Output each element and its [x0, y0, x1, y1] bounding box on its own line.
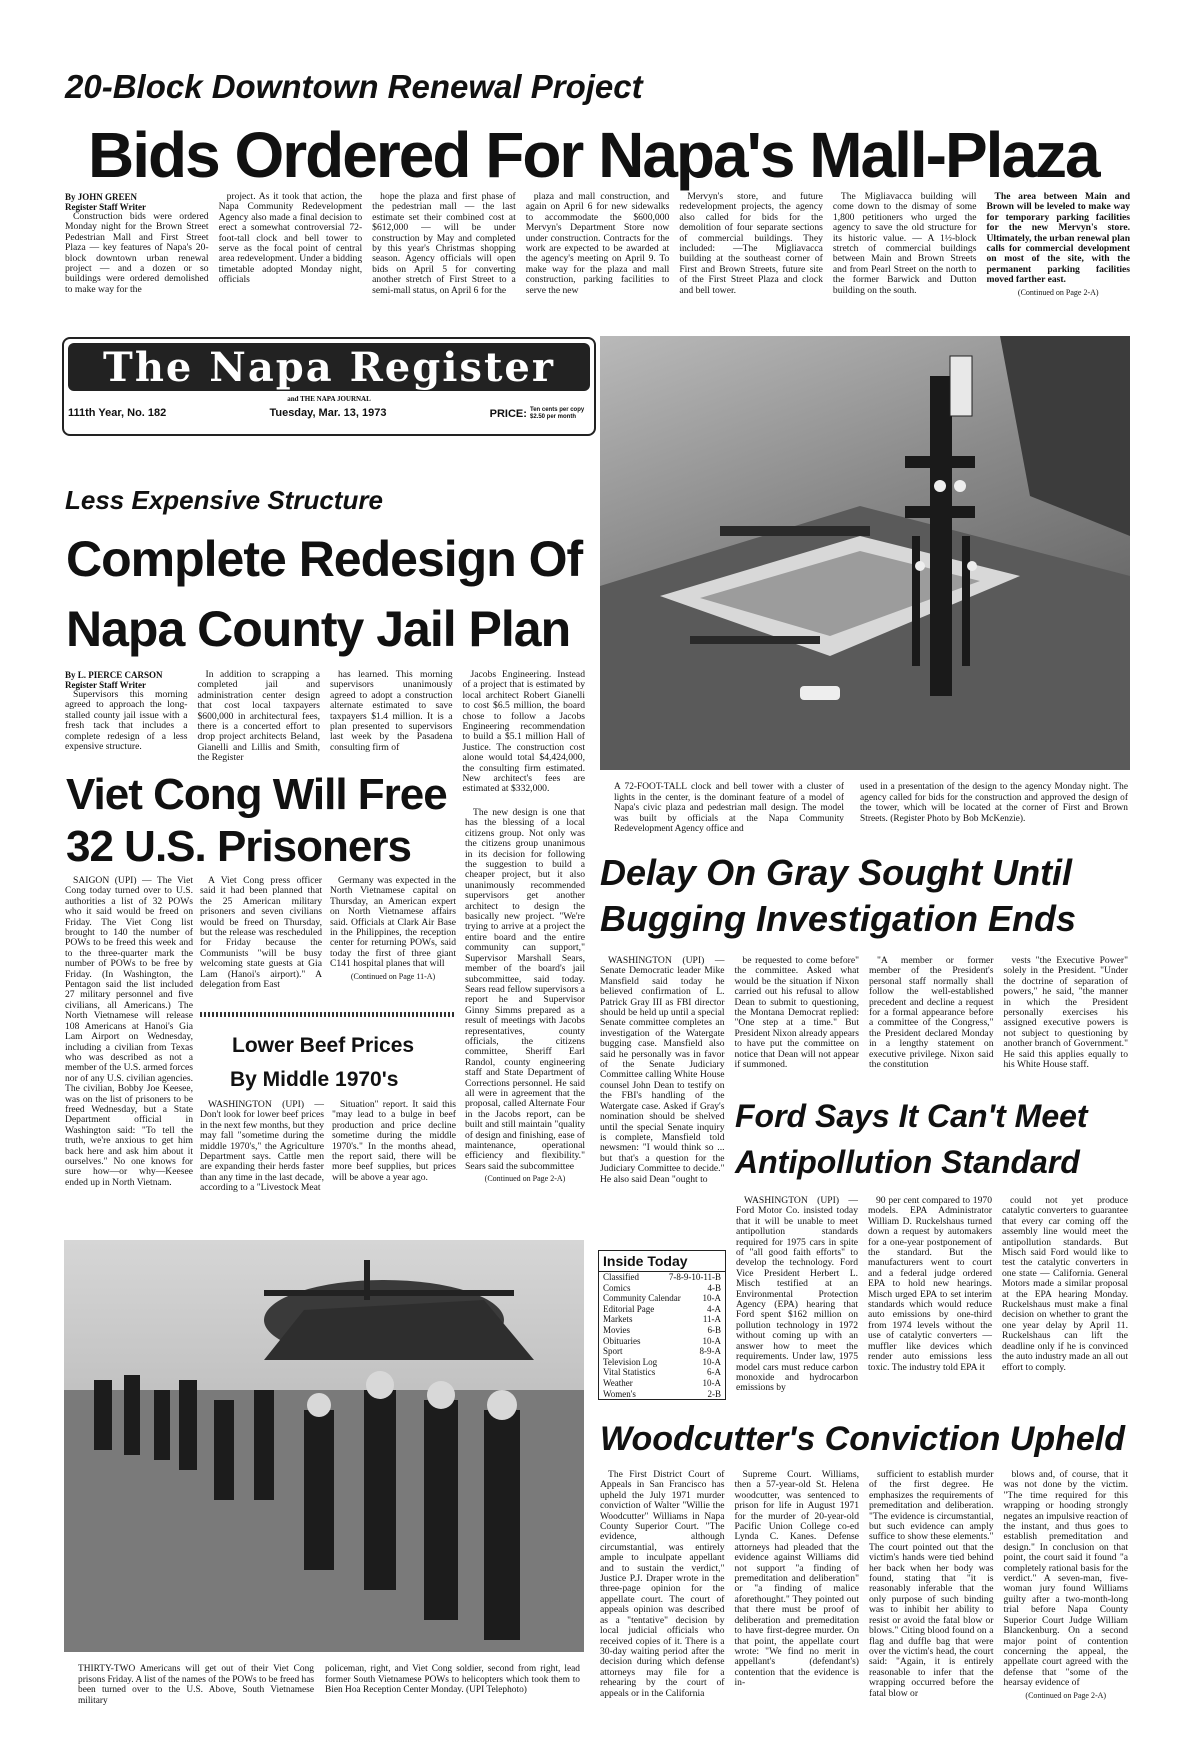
- ford-column-2: [868, 1196, 992, 1436]
- woodcutter-col-4: blows and, of course, that it was not done by the victim. "The time required for this wrapping or hooding strongly negates an impulsive reaction of the instant, and thus goes to establish premeditation and design." In conclusion on that point, the court said it found "a completely rational basis for the verdict." A seven-man, five-woman jury found Williams guilty after a two-month-long trial before Napa County Superior Court Judge William Blanckenburg. On a second major point of contention concerning the appeal, the appellate court agreed with the defense that "some of the hearsay evidence of: [1003, 1469, 1128, 1689]
- jail-continued: (Continued on Page 2-A): [484, 1174, 566, 1184]
- inside-today-row: [599, 1283, 725, 1294]
- mall-col-3: hope the plaza and first phase of the pedestrian mall — the last estimate set their combined cost at $612,000 — will be under construction by May and completed by this year's Christmas shopping season. Agency officials will open bids on April 5 for converting another stretch of First Street to a semi-mall status, on April 6 for the: [372, 191, 516, 296]
- jail-kicker: Less Expensive Structure: [65, 485, 383, 515]
- tower-caption-2: used in a presentation of the design to the agency Monday night. The agency called for bids for the construction and approved the design of the tower, which will be located at the corner of First and Brown Streets. (Register Photo by Bob McKenzie).: [860, 782, 1128, 824]
- ford-headline-2: Antipollution Standard: [735, 1144, 1080, 1180]
- masthead-dateline: [68, 407, 590, 421]
- inside-today-row: [599, 1314, 725, 1325]
- woodcutter-col-3: sufficient to establish murder of the first degree. He emphasizes the requirements of premeditation and deliberation. "The evidence is circumstantial, but such evidence can amply suffice to show these elements." The court pointed out that the victim's hands were tied behind her back when her body was found, stating that "it is reasonably inferable that the only purpose of such binding was to inhibit her ability to resist or avoid the fatal blow or blows." Citing blood found on a flag and duffle bag that were over the victim's head, the court said: "Again, it is entirely reasonable to infer that the wrapping occurred before the fatal blow or: [869, 1469, 994, 1699]
- jail-col-1: Supervisors this morning agreed to approach the long-stalled county jail issue with a fresh tack that includes a complete redesign of a less expensive structure.: [65, 689, 188, 753]
- inside-today-row: [599, 1357, 725, 1368]
- gray-col-3: "A member or former member of the President's personal staff normally shall follow the well-established precedent and decline a request for a formal appearance before a committee of the Congress," the President declared Monday in a lengthy statement on executive privilege. Nixon said the constitution: [869, 955, 994, 1071]
- inside-today-page: 4-B: [707, 1282, 721, 1293]
- masthead-price-label: PRICE:: [489, 407, 527, 420]
- beef-column-2: [332, 1100, 456, 1225]
- mall-col-7: The area between Main and Brown will be leveled to make way for temporary parking facilities for the new Mervyn's store. Ultimately, the urban renewal plan calls for commercial development on most of the site, with the permanent parking facilities moved farther east.: [986, 191, 1131, 286]
- beef-col-2: Situation" report. It said this "may lead to a bulge in beef production and price decline sometime during the middle 1970's." In the months ahead, the report said, there will be more beef supplies, but prices will be above a year ago.: [332, 1099, 456, 1183]
- gray-col-1: WASHINGTON (UPI) — Senate Democratic leader Mike Mansfield said today he believed confirmation of L. Patrick Gray III as FBI director should be held up until a special Senate committee completes an investigation of the Watergate bugging case. Mansfield also said he personally was in favor of the Senate Judiciary Committee calling White House counsel John Dean to testify on the FBI's handling of the Watergate case. Asked if Gray's nomination should be shelved until the special Senate inquiry is complete, Mansfield told newsmen: "I would think so ... but that's a question for the Judiciary Committee to decide." He also said Dean "ought to: [600, 955, 725, 1185]
- inside-today-row: [599, 1389, 725, 1400]
- jail-col2-text: The new design is one that has the blessing of a local citizens group. Not only was the citizens group unanimous in its decision for following the suggestion to build a cheaper project, but it also unanimously recommended supervisors get another architect to design the basically new project. "We're trying to arrive at a project the entire board and the entire community can support," Supervisor Marshall Sears, member of the board's jail subcommittee, said today. Sears read fellow supervisors a report he and Supervisor Ginny Simms prepared as a result of meetings with Jacobs representatives, county officials, the citizens committee, Sheriff Earl Randol, county engineering staff and State Department of Corrections personnel. He said all were in agreement that the proposal, called Alternate Four in the Jacobs report, can be built and still maintain "quality of design and finishing, ease of maintenance, operational efficiency and flexibility." Sears said the subcommittee: [465, 807, 585, 1172]
- ford-headline-1: Ford Says It Can't Meet: [735, 1098, 1088, 1134]
- mall-col-6: The Migliavacca building will come down to the dismay of some 1,800 petitioners who urged the agency to save the old structure for its historic value. — A 1½-block stretch of commercial buildings between Main and Brown Streets and from Pearl Street on the north to the former Barwick and Dutton building on the south.: [832, 191, 977, 296]
- inside-today-row: [599, 1367, 725, 1378]
- beef-headline-2: By Middle 1970's: [230, 1068, 399, 1091]
- mall-kicker: 20-Block Downtown Renewal Project: [65, 68, 643, 105]
- woodcutter-columns: [600, 1470, 1128, 1710]
- vc-continued: (Continued on Page 11-A): [350, 971, 436, 981]
- jail-headline-2: Napa County Jail Plan: [66, 601, 571, 657]
- inside-today-label: Vital Statistics: [603, 1367, 656, 1378]
- vc-column-2: [200, 876, 322, 996]
- mall-columns: [65, 192, 1130, 322]
- tower-model-photo: [600, 336, 1130, 770]
- inside-today-label: Sport: [603, 1346, 623, 1357]
- inside-today-list: [599, 1272, 725, 1399]
- inside-today-row: [599, 1336, 725, 1347]
- inside-today-label: Markets: [603, 1314, 633, 1325]
- mall-col-2: project. As it took that action, the Napa Community Redevelopment Agency also made a final decision to erect a somewhat controversial 72-foot-tall clock and bell tower to serve as the focal point of central area redevelopment. Under a bidding timetable adopted Monday night, officials: [218, 191, 363, 286]
- woodcutter-continued: (Continued on Page 2-A): [1025, 1690, 1107, 1700]
- inside-today-label: Television Log: [603, 1356, 658, 1367]
- inside-today-row: [599, 1325, 725, 1336]
- pow-helicopter-photo: [64, 1240, 584, 1652]
- inside-today-title: Inside Today: [599, 1251, 725, 1272]
- gray-headline-1: Delay On Gray Sought Until: [600, 852, 1073, 893]
- gray-headline-2: Bugging Investigation Ends: [600, 898, 1076, 939]
- inside-today-page: 8-9-A: [699, 1346, 721, 1357]
- masthead-subtitle: and THE NAPA JOURNAL: [287, 395, 371, 403]
- woodcutter-headline: Woodcutter's Conviction Upheld: [600, 1420, 1126, 1458]
- jail-col-2: In addition to scrapping a completed jail and administration center design that cost local taxpayers $600,000 in architectural fees, there is a concerted effort to drop project architects Beland, Gianelli and Lillis and Smith, the Register: [197, 669, 320, 764]
- beef-top-rule: [200, 1012, 456, 1017]
- vc-col-2: A Viet Cong press officer said it had been planned that the 25 American military prisoners and seven civilians would be freed on Thursday, but the release was rescheduled for Friday because the Communists "will be busy welcoming state guests at Gia Lam (Hanoi's airport)." A delegation from East: [200, 875, 322, 991]
- inside-today-page: 10-A: [702, 1293, 721, 1304]
- jail-headline-1: Complete Redesign Of: [66, 531, 583, 587]
- inside-today-page: 6-B: [707, 1324, 721, 1335]
- masthead-title: The Napa Register: [103, 343, 555, 391]
- mall-col-1: Construction bids were ordered Monday night for the Brown Street Pedestrian Mall and First Street Plaza — key features of Napa's 20-block downtown urban renewal project — and a dozen or so buildings were ordered demolished to make way for the: [65, 211, 209, 295]
- ford-col-3: could not yet produce catalytic converters to guarantee that every car coming off the assembly line would meet the antipollution standards. But Misch said Ford would like to test the catalytic converters in one state — California. General Motors made a similar proposal at the EPA hearing Monday. Ruckelshaus must make a final decision on whether to grant the one year delay by April 11. Ruckelshaus can lift the deadline only if he is convinced the auto industry made an all out effort to comply.: [1002, 1195, 1128, 1373]
- ford-col-1: WASHINGTON (UPI) — Ford Motor Co. insisted today that it will be unable to meet antipollution standards required for 1975 cars in spite of "all good faith efforts" to develop the technology. Ford Vice President Herbert L. Misch testified at an Environmental Protection Agency (EPA) hearing that Ford spent $162 million on pollution technology in 1972 without coming up with an answer how to meet the requirements. Under law, 1975 model cars must reduce carbon monoxide and hydrocarbon emissions by: [736, 1195, 858, 1394]
- gray-col-4: vests "the Executive Power" solely in the President. "Under the doctrine of separation of powers," he said, "the manner in which the President personally exercises his assigned executive powers is not subject to questioning by another branch of Government." He said this applies equally to his White House staff.: [1003, 955, 1128, 1071]
- masthead-price: Ten cents per copy $2.50 per month: [529, 407, 585, 420]
- woodcutter-col-2: Supreme Court. Williams, then a 57-year-old St. Helena woodcutter, was sentenced to prison for life in August 1971 for the murder of 20-year-old Pacific Union College co-ed Lynda C. Kanes. Defense attorneys had pleaded that the evidence against Williams did not support "a finding of premeditation and deliberation" or "a finding of malice aforethought." They pointed out that there must be proof of deliberation and premeditation to have first-degree murder. On that point, the appellate court wrote: "We find no merit in appellant's (defendant's) contention that the evidence is in-: [734, 1469, 859, 1689]
- jail-column-2: [465, 808, 585, 1226]
- inside-today-page: 2-B: [707, 1388, 721, 1399]
- ford-column-1: [736, 1196, 858, 1436]
- pow-photo-drawing: [64, 1240, 584, 1652]
- woodcutter-col-1: The First District Court of Appeals in San Francisco has upheld the July 1971 murder conviction of Walter "Willie the Woodcutter" Williams in Napa County Superior Court. "The evidence, although circumstantial, was entirely ample to inculpate appellant and to sustain the verdict," Justice P.J. Draper wrote in the three-page opinion for the appellate court. The court of appeals opinion was described as a "tentative" decision by local judicial officials who received copies of it. There is a 30-day waiting period after the decision during which defense attorneys may file for a rehearing by the court of appeals or in the California: [600, 1469, 725, 1699]
- mall-col-4: plaza and mall construction, and again on April 6 for new sidewalks to accommodate the $600,000 Mervyn's Department Store now under construction. Contracts for the work are expected to be awarded at the agency's meeting on April 9. To make way for the plaza and mall construction, parking facilities to serve the new: [525, 191, 670, 296]
- masthead-date: Tuesday, Mar. 13, 1973: [269, 407, 387, 419]
- inside-today-label: Community Calendar: [603, 1293, 681, 1304]
- mall-continued: (Continued on Page 2-A): [1017, 287, 1099, 297]
- masthead-banner: [68, 343, 590, 391]
- beef-headline-1: Lower Beef Prices: [232, 1034, 415, 1057]
- masthead-year: 111th Year, No. 182: [68, 407, 167, 419]
- inside-today-label: Women's: [603, 1388, 636, 1399]
- inside-today-row: [599, 1378, 725, 1389]
- inside-today-page: 4-A: [707, 1303, 721, 1314]
- inside-today-page: 10-A: [702, 1377, 721, 1388]
- pow-caption-2: policeman, right, and Viet Cong soldier, second from right, lead former South Vietnamese POWs to helicopters which took them to Bien Hoa Reception Center Monday. (UPI Telephoto): [325, 1664, 580, 1696]
- inside-today-row: [599, 1346, 725, 1357]
- inside-today-label: Weather: [603, 1377, 633, 1388]
- inside-today-page: 10-A: [702, 1356, 721, 1367]
- tower-model-drawing: [600, 336, 1130, 770]
- vc-col-1: SAIGON (UPI) — The Viet Cong today turned over to U.S. authorities a list of 32 POWs who it said would be freed on Friday. The Viet Cong list brought to 140 the number of POWs to be freed this week and to the three-quarter mark the number of POWs to be free by Friday. (In Washington, the Pentagon said the list included 27 military personnel and five civilians, all Americans.) The North Vietnamese will release 108 Americans at Hanoi's Gia Lam Airport on Wednesday, including a civilian from Texas who was described as not a member of the U.S. armed forces nor of any U.S. civilian agencies. The civilian, Bobby Joe Keesee, was on the list of prisoners to be freed Wednesday, but a State Department official in Washington said: "To tell the truth, we're anxious to get him back here and ask him about it ourselves." No one knows for sure how—or why—Keesee ended up in North Vietnam.: [65, 875, 193, 1188]
- mall-headline: Bids Ordered For Napa's Mall-Plaza: [88, 119, 1099, 191]
- vc-col-3: Germany was expected in the North Vietnamese capital on Thursday, an American expert on North Vietnamese affairs said. Officials at Clark Air Base in the Philippines, the reception center for returning POWs, said today the first of three giant C141 hospital planes that will: [330, 875, 456, 970]
- pow-caption-1: THIRTY-TWO Americans will get out of their Viet Cong prisons Friday. A list of the names of the POWs to be freed has been turned over to the U.S. Above, South Vietnamese military: [78, 1664, 314, 1706]
- beef-column-1: [200, 1100, 324, 1225]
- inside-today-label: Obituaries: [603, 1335, 641, 1346]
- beef-col-1: WASHINGTON (UPI) — Don't look for lower beef prices in the next few months, but they may fall "sometime during the middle 1970's," the Agriculture Department says. Cattle men are expanding their herds faster than any time in the last decade, according to a "Livestock Meat: [200, 1099, 324, 1194]
- mall-col-5: Mervyn's store, and future redevelopment projects, the agency also called for bids for the demolition of four separate sections of commercial buildings. They included: —The Migliavacca building at the southeast corner of First and Brown Streets, future site of the First Street Plaza and clock and bell tower.: [679, 191, 823, 296]
- inside-today-page: 6-A: [707, 1367, 721, 1378]
- inside-today-page: 11-A: [702, 1314, 721, 1325]
- inside-today-page: 10-A: [702, 1335, 721, 1346]
- masthead: [62, 337, 596, 436]
- inside-today-row: [599, 1304, 725, 1315]
- tower-caption-1: A 72-FOOT-TALL clock and bell tower with a cluster of lights in the center, is the dominant feature of a model of Napa's civic plaza and pedestrian mall design. The model was built by officials at the Napa Community Redevelopment Agency office and: [614, 782, 844, 835]
- ford-col-2: 90 per cent compared to 1970 models. EPA Administrator William D. Ruckelshaus turned down a request by automakers for a one-year postponement of the standard. But the manufacturers went to court and a federal judge ordered EPA to hold new hearings. Misch urged EPA to set interim standards which would reduce auto emissions by one-third from 1974 levels without the use of catalytic converters —muffler like devices which render auto emissions less toxic. The industry told EPA it: [868, 1195, 992, 1373]
- gray-col-2: be requested to come before" the committee. Asked what would be the situation if Nixon carried out his refusal to allow Dean to submit to questioning, the Montana Democrat replied: "One step at a time." But President Nixon already appears to have put the committee on notice that Dean will not appear if summoned.: [734, 955, 859, 1071]
- ford-column-3: [1002, 1196, 1128, 1436]
- vc-headline-2: 32 U.S. Prisoners: [66, 822, 411, 871]
- jail-col-4: Jacobs Engineering. Instead of a project that is estimated by local architect Robert Gianelli to cost $6.5 million, the board chose to follow a Jacobs Engineering recommendation to build a $5.1 million Hall of Justice. The construction cost alone would total $4,424,000, the consulting firm estimated. New architect's fees are estimated at $332,000.: [462, 669, 585, 795]
- mall-byline: By JOHN GREEN Register Staff Writer: [65, 192, 146, 212]
- jail-byline: By L. PIERCE CARSON Register Staff Writer: [65, 670, 163, 690]
- inside-today-label: Editorial Page: [603, 1303, 655, 1314]
- inside-today-row: [599, 1293, 725, 1304]
- vc-column-3: [330, 876, 456, 996]
- inside-today-label: Comics: [603, 1282, 631, 1293]
- inside-today-label: Classified: [603, 1272, 639, 1282]
- vc-headline-1: Viet Cong Will Free: [66, 770, 447, 819]
- inside-today-page: 7-8-9-10-11-B: [668, 1272, 721, 1282]
- masthead-price-block: [490, 407, 590, 421]
- vc-column-1: [65, 876, 193, 1268]
- jail-col-3: has learned. This morning supervisors unanimously agreed to adopt a construction alternate estimated to save taxpayers $1.4 million. It is a plan presented to supervisors last week by the Pasadena consulting firm of: [330, 669, 453, 753]
- inside-today-label: Movies: [603, 1324, 630, 1335]
- inside-today-box: [598, 1250, 726, 1400]
- inside-today-row: [599, 1272, 725, 1283]
